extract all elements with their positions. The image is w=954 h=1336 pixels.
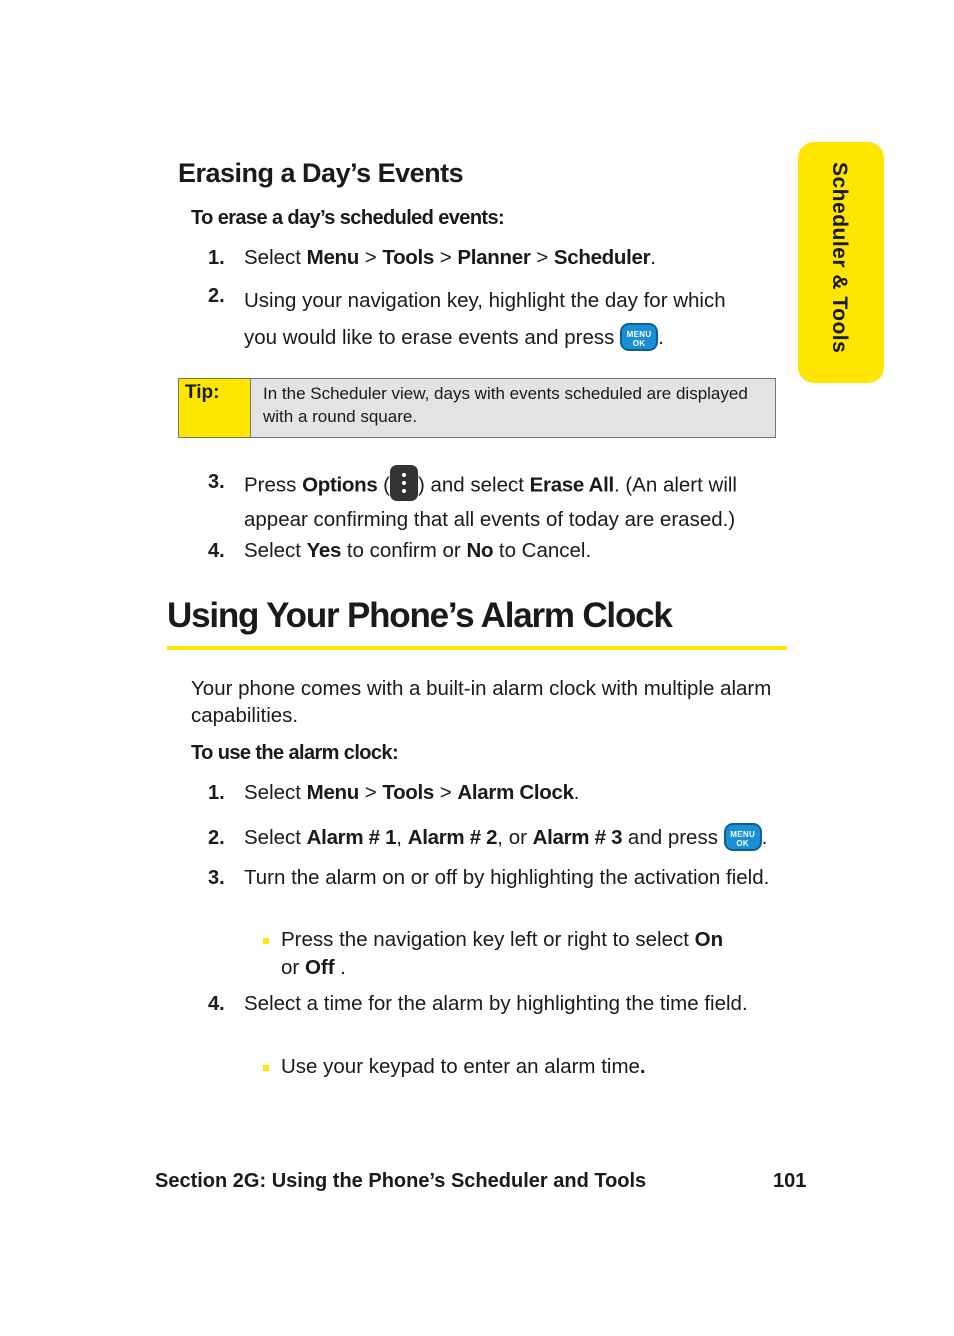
menu-ok-key-icon: MENU OK	[724, 823, 762, 851]
options-key-icon	[390, 465, 418, 501]
bullet-text: Press the navigation key left or right to select On or Off .	[281, 928, 724, 979]
alarm-step-4	[0, 990, 954, 1048]
alarm-step-1	[0, 779, 954, 809]
procedure-label-erase: To erase a day’s scheduled events:	[191, 207, 505, 229]
tip-text: In the Scheduler view, days with events scheduled are displayed with a round square.	[263, 384, 748, 426]
erase-step-2	[0, 282, 954, 352]
chapter-heading-alarm-clock: Using Your Phone’s Alarm Clock	[167, 596, 672, 635]
side-tab-label: Scheduler & Tools	[828, 162, 851, 354]
step-text: Turn the alarm on or off by highlighting the activation field.	[244, 866, 770, 889]
bullet-text: Use your keypad to enter an alarm time.	[281, 1055, 646, 1078]
alarm-intro-paragraph: Your phone comes with a built-in alarm clock with multiple alarm capabilities.	[191, 677, 772, 727]
alarm-step-3-bullet	[0, 926, 954, 984]
step-text: Press Options ( ) and select Erase All. (An alert will appear confirming that all events of today are erased.)	[244, 468, 784, 536]
step-text: Select Alarm # 1, Alarm # 2, or Alarm # 3 and press MENU OK .	[244, 824, 784, 853]
footer-page-number: 101	[773, 1170, 807, 1192]
tip-label: Tip:	[179, 379, 251, 437]
alarm-step-4-bullet	[0, 1053, 954, 1083]
footer-section-title: Section 2G: Using the Phone’s Scheduler and Tools	[155, 1170, 647, 1192]
step-number: 3.	[208, 471, 225, 493]
alarm-step-3	[0, 864, 954, 922]
step-text: Using your navigation key, highlight the day for which you would like to erase events and press MENU OK .	[244, 289, 726, 349]
tip-box	[178, 378, 776, 438]
step-number: 2.	[208, 285, 225, 307]
step-text: Select Menu > Tools > Planner > Scheduler.	[244, 246, 656, 269]
step-text: Select Yes to confirm or No to Cancel.	[244, 539, 592, 562]
step-number: 1.	[208, 247, 225, 269]
procedure-label-alarm: To use the alarm clock:	[191, 742, 399, 764]
erase-step-1	[0, 244, 954, 274]
bullet-marker	[263, 938, 269, 944]
step-text: Select a time for the alarm by highlighting the time field.	[244, 992, 748, 1015]
erase-step-3	[0, 468, 954, 532]
step-number: 1.	[208, 782, 225, 804]
menu-ok-key-icon: MENU OK	[620, 323, 658, 351]
step-number: 2.	[208, 827, 225, 849]
bullet-marker	[263, 1065, 269, 1071]
step-number: 4.	[208, 540, 225, 562]
section-heading-erasing: Erasing a Day’s Events	[178, 158, 464, 188]
erase-step-4	[0, 537, 954, 567]
step-text: Select Menu > Tools > Alarm Clock.	[244, 781, 580, 804]
alarm-step-2	[0, 824, 954, 856]
step-number: 4.	[208, 993, 225, 1015]
step-number: 3.	[208, 867, 225, 889]
heading-underline	[167, 646, 787, 650]
